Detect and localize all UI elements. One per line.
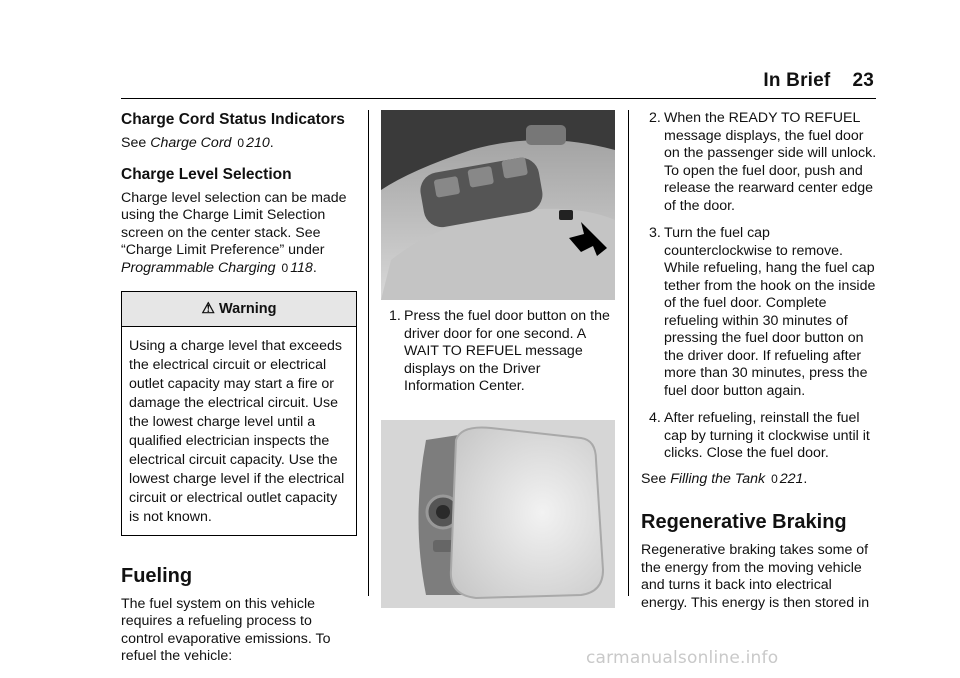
step-item: 4. After refueling, reinstall the fuel cap by turning it clockwise until it clicks. Close the fuel door. (649, 410, 870, 461)
programmable-charging-page[interactable]: 118 (290, 259, 313, 276)
step-item: 3. Turn the fuel cap counterclockwise to remove. While refueling, hang the fuel cap tether from the hook on the inside of the fuel door. Complete refueling within 30 minutes of pressing the fuel door button on the driver door. If refueling after more than 30 minutes, press the fuel door button again. (649, 225, 876, 399)
steps-list-col3 (641, 110, 877, 463)
page-header (763, 70, 874, 92)
header-rule (121, 98, 876, 99)
column-1 (121, 110, 357, 666)
charge-cord-heading: Charge Cord Status Indicators (121, 111, 345, 128)
warning-box (121, 291, 357, 536)
step-item: 1. Press the fuel door button on the driver door for one second. A WAIT TO REFUEL message displays on the Driver Information Center. (389, 308, 610, 394)
page-ref-icon: 0 (281, 260, 289, 275)
charge-cord-page[interactable]: 210 (246, 135, 270, 151)
regen-body: Regenerative braking takes some of the energy from the moving vehicle and turns it back into electrical energy. This energy is then stored in (641, 542, 870, 611)
charge-level-heading: Charge Level Selection (121, 165, 292, 183)
fuel-door-open-photo (381, 420, 615, 608)
header-title: In Brief (763, 70, 831, 91)
charge-cord-see: See Charge Cord 0 210. (121, 135, 274, 151)
step-item: 2. When the READY TO REFUEL message displays, the fuel door on the passenger side will unlock. To open the fuel door, push and release the rearward center edge of the door. (649, 110, 877, 214)
warning-body: Using a charge level that exceeds the electrical circuit or electrical outlet capacity may start a fire or damage the electrical circuit. Use the lowest charge level until a qualified electrician inspects the electrical circuit capacity. Use the lowest charge level if the electrical circuit or electrical outlet capacity is not known. (129, 337, 345, 525)
regen-heading: Regenerative Braking (641, 511, 847, 533)
column-3 (641, 110, 877, 612)
page-ref-icon: 0 (771, 471, 778, 486)
warning-icon: ⚠ (201, 300, 215, 317)
column-divider-1 (368, 110, 369, 596)
page-ref-icon: 0 (237, 136, 245, 150)
fueling-heading: Fueling (121, 564, 193, 587)
charge-level-body: Charge level selection can be made using the Charge Limit Selection screen on the center stack. See “Charge Limit Preference” under Programmable Charging 0 118. (121, 189, 347, 276)
fuel-door-button-photo (381, 110, 615, 300)
filling-tank-link[interactable]: Filling the Tank (670, 470, 766, 487)
programmable-charging-link[interactable]: Programmable Charging (121, 259, 276, 276)
column-2 (381, 110, 615, 608)
fueling-body: The fuel system on this vehicle requires a refueling process to control evaporative emissions. To refuel the vehicle: (121, 595, 331, 664)
column-divider-2 (628, 110, 629, 596)
filling-tank-page[interactable]: 221 (779, 470, 804, 487)
watermark: carmanualsonline.info (586, 648, 779, 668)
filling-tank-see: See Filling the Tank 0 221. (641, 470, 808, 487)
steps-list-col2 (381, 308, 615, 396)
page-number: 23 (852, 70, 874, 91)
warning-title: ⚠ Warning (122, 292, 356, 327)
charge-cord-link[interactable]: Charge Cord (150, 135, 232, 151)
